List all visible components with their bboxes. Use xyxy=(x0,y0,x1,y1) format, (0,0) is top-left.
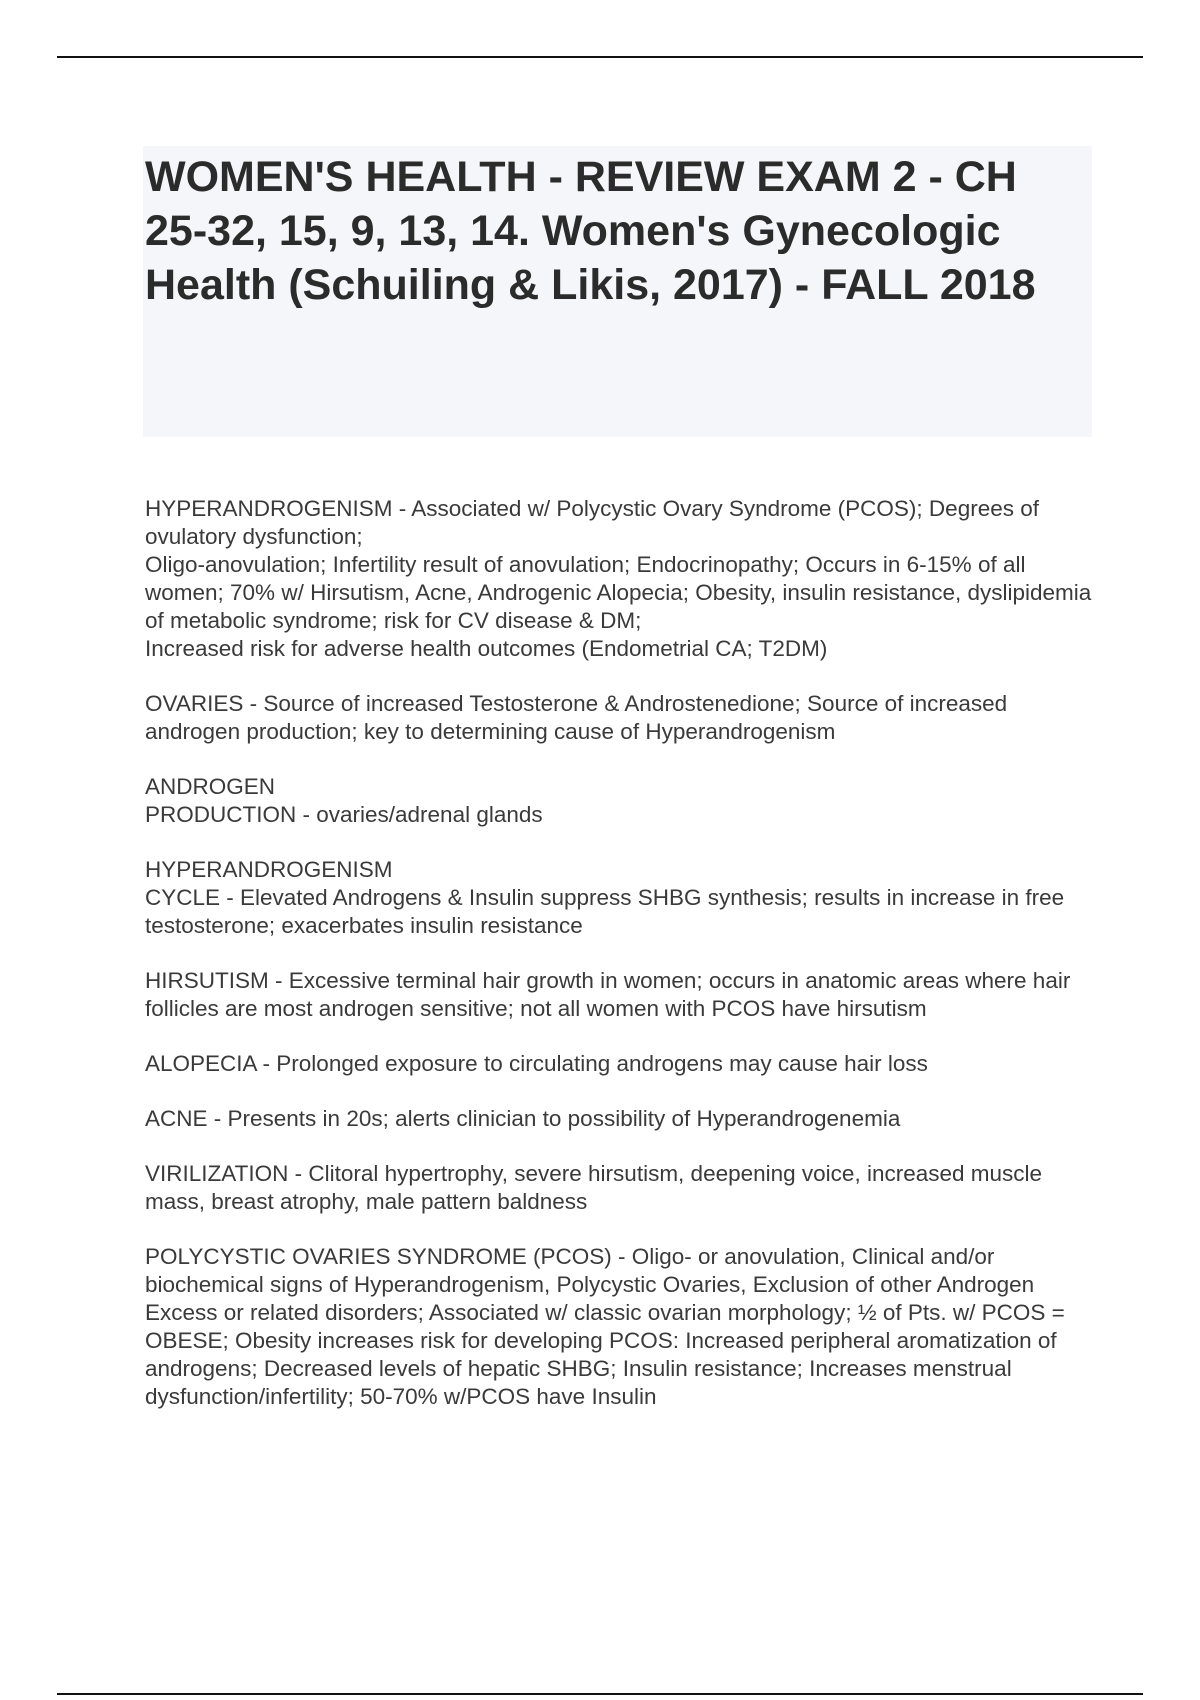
entry-alopecia xyxy=(145,1050,1095,1078)
entry-hyperandrogenism xyxy=(145,495,1095,663)
entry-hyperandrogenism-cycle xyxy=(145,856,1095,940)
entry-hirsutism xyxy=(145,967,1095,1023)
entry-text: HYPERANDROGENISM xyxy=(145,857,393,882)
entry-ovaries xyxy=(145,690,1095,746)
entry-text: CYCLE - Elevated Androgens & Insulin suppress SHBG synthesis; results in increase in free testosterone; exacerbates insulin resistance xyxy=(145,885,1065,938)
entry-text: POLYCYSTIC OVARIES SYNDROME (PCOS) - Oligo- or anovulation, Clinical and/or biochemical signs of Hyperandrogenism, Polycystic Ovaries, Exclusion of other Androgen Excess or related disorders; Associated w/ classic ovarian morphology; ½ of Pts. w/ PCOS = OBESE; Obesity increases risk for developing PCOS: Increased peripheral aromatization of androgens; Decreased levels of hepatic SHBG; Insulin resistance; Increases menstrual dysfunction/infertility; 50-70% w/PCOS have Insulin xyxy=(145,1244,1065,1409)
document-title: WOMEN'S HEALTH - REVIEW EXAM 2 - CH 25-32, 15, 9, 13, 14. Women's Gynecologic Health (Schuiling & Likis, 2017) - FALL 2018 xyxy=(145,153,1036,309)
entry-androgen-production xyxy=(145,773,1095,829)
document-body xyxy=(145,495,1095,1438)
entry-text: ALOPECIA - Prolonged exposure to circulating androgens may cause hair loss xyxy=(145,1051,928,1076)
entry-text: HIRSUTISM - Excessive terminal hair growth in women; occurs in anatomic areas where hair follicles are most androgen sensitive; not all women with PCOS have hirsutism xyxy=(145,968,1071,1021)
top-divider xyxy=(57,56,1143,58)
entry-text: PRODUCTION - ovaries/adrenal glands xyxy=(145,802,543,827)
entry-text: VIRILIZATION - Clitoral hypertrophy, severe hirsutism, deepening voice, increased muscle mass, breast atrophy, male pattern baldness xyxy=(145,1161,1043,1214)
entry-text: ANDROGEN xyxy=(145,774,276,799)
entry-text: Increased risk for adverse health outcomes (Endometrial CA; T2DM) xyxy=(145,636,828,661)
entry-text: OVARIES - Source of increased Testosterone & Androstenedione; Source of increased androgen production; key to determining cause of Hyperandrogenism xyxy=(145,691,1008,744)
title-banner xyxy=(143,146,1092,437)
entry-text: ACNE - Presents in 20s; alerts clinician to possibility of Hyperandrogenemia xyxy=(145,1106,901,1131)
entry-text: Oligo-anovulation; Infertility result of anovulation; Endocrinopathy; Occurs in 6-15% of all women; 70% w/ Hirsutism, Acne, Androgenic Alopecia; Obesity, insulin resistance, dyslipidemia of metabolic syndrome; risk for CV disease & DM; xyxy=(145,552,1092,633)
entry-text: HYPERANDROGENISM - Associated w/ Polycystic Ovary Syndrome (PCOS); Degrees of ovulatory dysfunction; xyxy=(145,496,1039,549)
entry-virilization xyxy=(145,1160,1095,1216)
entry-acne xyxy=(145,1105,1095,1133)
entry-pcos xyxy=(145,1243,1095,1411)
bottom-divider xyxy=(57,1693,1143,1695)
